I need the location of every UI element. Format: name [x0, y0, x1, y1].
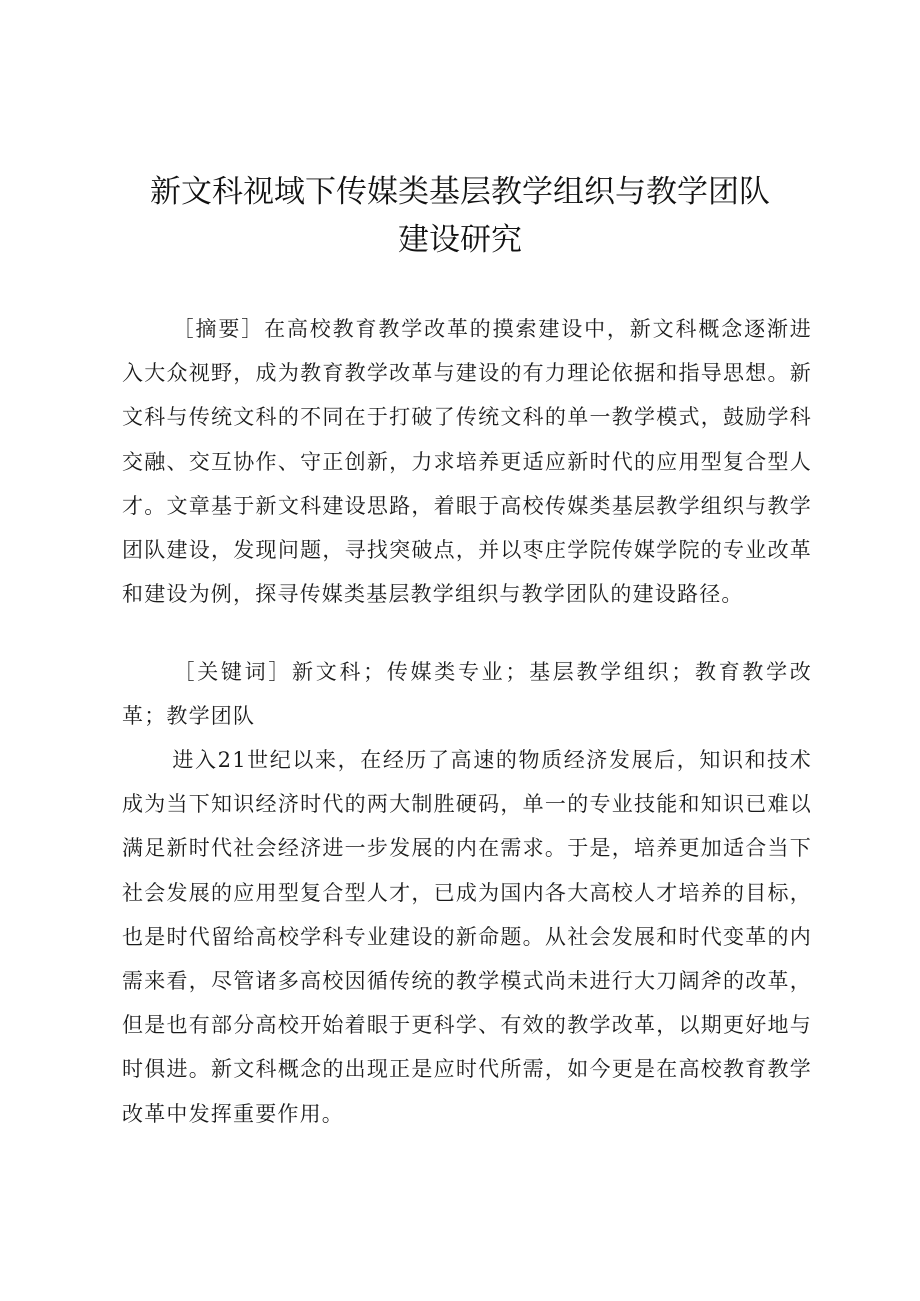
abstract-label: ［摘要］: [172, 317, 265, 341]
title-line-2: 建设研究: [398, 222, 522, 258]
abstract-paragraph: [122, 307, 812, 616]
document-title: [110, 168, 810, 264]
keywords-text: 新文科；传媒类专业；基层教学组织；教育教学改革；教学团队: [122, 660, 813, 729]
keywords-label: ［关键词］: [172, 660, 293, 684]
keywords-paragraph: [122, 650, 812, 738]
abstract-text: 在高校教育教学改革的摸索建设中，新文科概念逐渐进入大众视野，成为教育教学改革与建设的有力理论依据和指导思想。新文科与传统文科的不同在于打破了传统文科的单一教学模式，鼓励学科交融、交互协作、守正创新，力求培养更适应新时代的应用型复合型人才。文章基于新文科建设思路，着眼于高校传媒类基层教学组织与教学团队建设，发现问题，寻找突破点，并以枣庄学院传媒学院的专业改革和建设为例，探寻传媒类基层教学组织与教学团队的建设路径。: [122, 317, 812, 607]
intro-paragraph: [122, 738, 812, 1136]
title-line-1: 新文科视域下传媒类基层教学组织与教学团队: [150, 174, 770, 210]
intro-text: 进入21世纪以来，在经历了高速的物质经济发展后，知识和技术成为当下知识经济时代的两大制胜硬码，单一的专业技能和知识已难以满足新时代社会经济进一步发展的内在需求。于是，培养更加适合当下社会发展的应用型复合型人才，已成为国内各大高校人才培养的目标，也是时代留给高校学科专业建设的新命题。从社会发展和时代变革的内需来看，尽管诸多高校因循传统的教学模式尚未进行大刀阔斧的改革，但是也有部分高校开始着眼于更科学、有效的教学改革，以期更好地与时俱进。新文科概念的出现正是应时代所需，如今更是在高校教育教学改革中发挥重要作用。: [122, 748, 812, 1126]
